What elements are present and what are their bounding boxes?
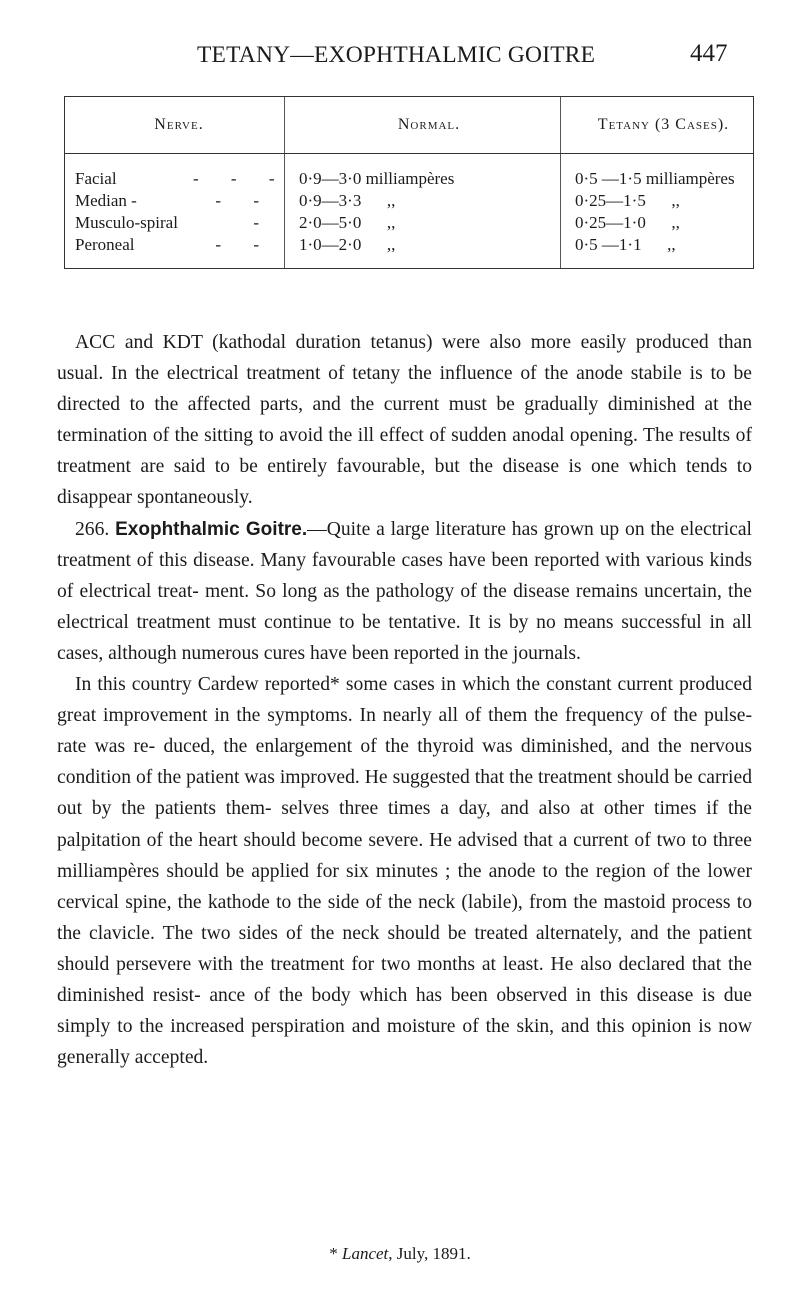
paragraph-tetany-treatment: ACC and KDT (kathodal duration tetanus) were also more easily produced than usual. In the electrical treatment of tetany the influence of the anode stabile is to be directed to the affected parts, and the current must be gradually diminished at the termination of the sitting to avoid the ill effect of sudden anodal opening. The results of treatment are said to be entirely favourable, but the disease is one which tends to disappear spontaneously.: [57, 332, 752, 509]
leader-dashes: -: [253, 213, 273, 232]
nerve-name: Median -: [75, 191, 137, 210]
running-title: TETANY—EXOPHTHALMIC GOITRE: [197, 42, 596, 68]
table-header-row: [65, 97, 754, 154]
nerve-cell: [65, 190, 285, 212]
body-text: [57, 327, 752, 1073]
nerve-cell: [65, 212, 285, 234]
nerve-current-table: [64, 96, 754, 269]
nerve-cell: [65, 234, 285, 269]
leader-dashes: - - -: [193, 169, 289, 188]
paragraph-exophthalmic-goitre: [57, 514, 752, 669]
footnote-marker: *: [329, 1244, 338, 1263]
nerve-cell: [65, 154, 289, 191]
tetany-cell: 0·5 —1·1 ,,: [561, 234, 754, 269]
table-row: [65, 190, 754, 212]
footnote-journal: Lancet,: [341, 1244, 393, 1263]
footnote-date: July, 1891.: [396, 1244, 471, 1263]
paragraph-cardew-report: In this country Cardew reported* some cases in which the constant current produced great improvement in the symptoms. In nearly all of them the frequency of the pulse-rate was re- duced, the enlargement of the thyroid was diminished, and the nervous condition of the patient was improved. He suggested that the treatment should be carried out by the patients them- selves three times a day, and also at other times if the palpitation of the heart should become severe. He advised that a current of two to three milliampères should be applied for six minutes ; the anode to the region of the lower cervical spine, the kathode to the side of the neck (labile), from the mastoid process to the clavicle. The two sides of the neck should be treated alternately, and the patient should persevere with the treatment for two months at least. He also declared that the diminished resist- ance of the body which has been observed in this disease is due simply to the increased perspiration and moisture of the skin, and this opinion is now generally accepted.: [57, 674, 752, 1069]
column-header-normal: Normal.: [285, 97, 561, 154]
section-number: 266.: [75, 518, 110, 540]
footnote: [0, 1244, 800, 1264]
nerve-name: Musculo-spiral: [75, 213, 178, 232]
table-row: [65, 212, 754, 234]
page-header: [0, 42, 800, 78]
normal-cell: 1·0—2·0 ,,: [285, 234, 561, 269]
column-header-tetany: Tetany (3 Cases).: [561, 97, 754, 154]
normal-cell: 0·9—3·0 milliampères: [285, 154, 561, 191]
normal-cell: 2·0—5·0 ,,: [285, 212, 561, 234]
table-row: [65, 234, 754, 269]
leader-dashes: - -: [215, 191, 273, 210]
column-header-nerve: Nerve.: [65, 97, 285, 154]
section-heading: Exophthalmic Goitre.: [115, 518, 308, 540]
normal-cell: 0·9—3·3 ,,: [285, 190, 561, 212]
table-row: [65, 154, 754, 191]
tetany-cell: 0·25—1·0 ,,: [561, 212, 754, 234]
tetany-cell: 0·5 —1·5 milliampères: [561, 154, 754, 191]
tetany-cell: 0·25—1·5 ,,: [561, 190, 754, 212]
nerve-name: Facial: [75, 169, 117, 188]
section-body: —Quite a large literature has grown up on the electrical treatment of this disease. Many favourable cases have been reported with various kinds of electrical treat- ment. So long as the pathology of the disease remains uncertain, the electrical treatment must continue to be tentative. It is by no means successful in all cases, although numerous cures have been reported in the journals.: [57, 518, 752, 664]
leader-dashes: - -: [215, 235, 273, 254]
page-number: 447: [690, 40, 728, 67]
nerve-name: Peroneal: [75, 235, 135, 254]
